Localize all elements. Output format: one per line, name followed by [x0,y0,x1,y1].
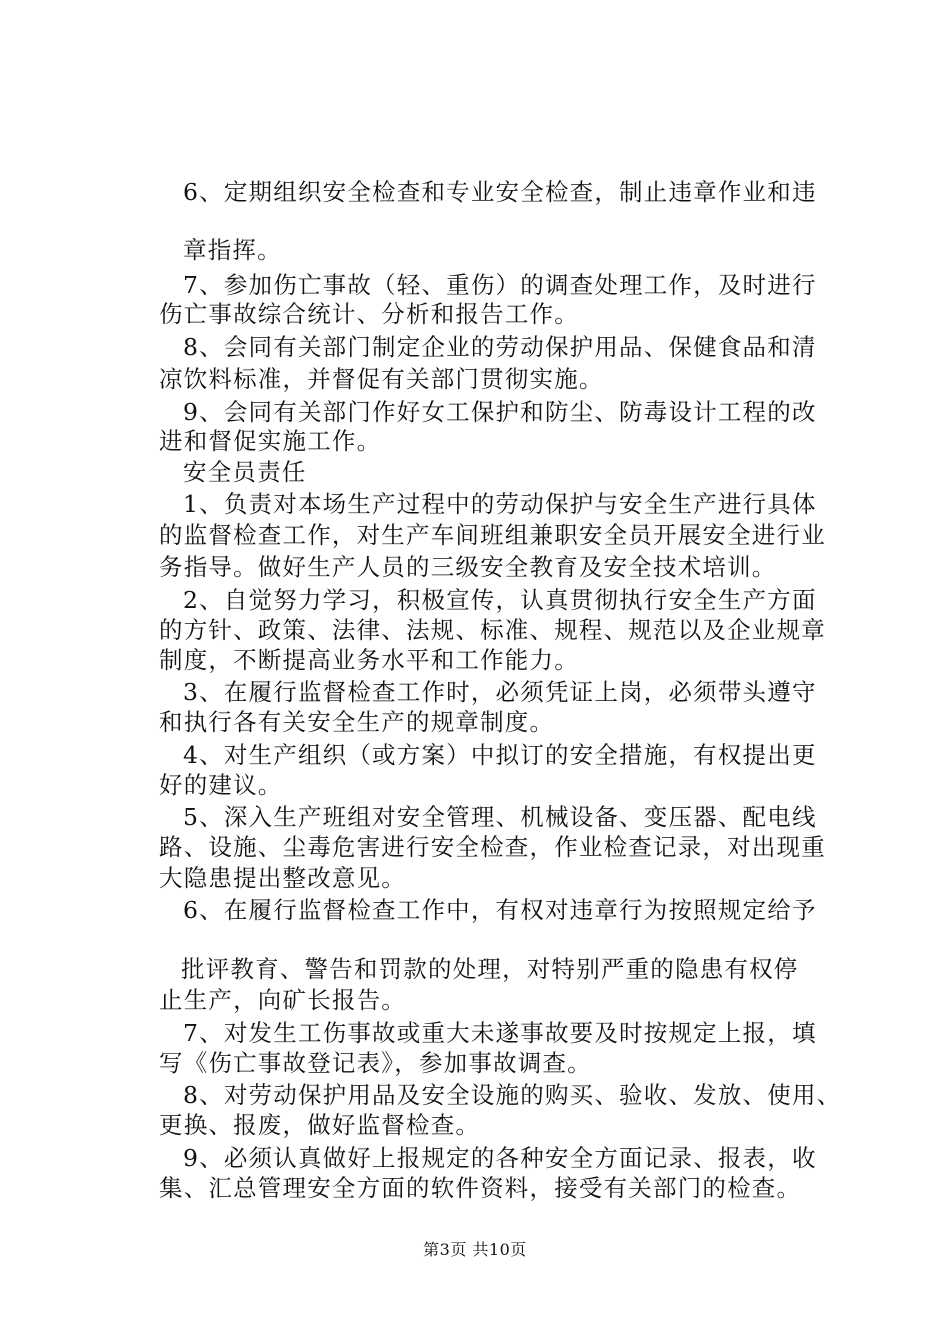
text-line: 7、对发生工伤事故或重大未遂事故要及时按规定上报，填 [183,1019,817,1047]
text-line: 批评教育、警告和罚款的处理，对特别严重的隐患有权停 [181,955,799,983]
section-heading: 安全员责任 [183,458,307,486]
text-line: 大隐患提出整改意见。 [159,864,406,892]
text-line: 4、对生产组织（或方案）中拟订的安全措施，有权提出更 [183,741,817,769]
text-line: 8、会同有关部门制定企业的劳动保护用品、保健食品和清 [183,333,817,361]
text-line: 8、对劳动保护用品及安全设施的购买、验收、发放、使用、 [183,1081,842,1109]
text-line: 9、必须认真做好上报规定的各种安全方面记录、报表，收 [183,1144,817,1172]
text-line: 更换、报废，做好监督检查。 [159,1111,481,1139]
text-line: 5、深入生产班组对安全管理、机械设备、变压器、配电线 [183,803,817,831]
text-line: 路、设施、尘毒危害进行安全检查，作业检查记录，对出现重 [159,833,826,861]
text-line: 进和督促实施工作。 [159,427,382,455]
text-line: 制度，不断提高业务水平和工作能力。 [159,646,579,674]
text-line: 务指导。做好生产人员的三级安全教育及安全技术培训。 [159,553,777,581]
text-line: 6、在履行监督检查工作中，有权对违章行为按照规定给予 [183,896,817,924]
text-line: 9、会同有关部门作好女工保护和防尘、防毒设计工程的改 [183,398,817,426]
text-line: 1、负责对本场生产过程中的劳动保护与安全生产进行具体 [183,490,817,518]
text-line: 写《伤亡事故登记表》，参加事故调查。 [159,1049,592,1077]
page-number: 第3页 共10页 [423,1240,527,1259]
text-line: 2、自觉努力学习，积极宣传，认真贯彻执行安全生产方面 [183,586,817,614]
text-line: 6、定期组织安全检查和专业安全检查，制止违章作业和违 [183,178,817,206]
text-line: 3、在履行监督检查工作时，必须凭证上岗，必须带头遵守 [183,678,817,706]
text-line: 伤亡事故综合统计、分析和报告工作。 [159,300,579,328]
text-line: 章指挥。 [183,236,282,264]
text-line: 7、参加伤亡事故（轻、重伤）的调查处理工作，及时进行 [183,271,817,299]
text-line: 的方针、政策、法律、法规、标准、规程、规范以及企业规章 [159,616,826,644]
text-line: 和执行各有关安全生产的规章制度。 [159,708,555,736]
text-line: 的监督检查工作，对生产车间班组兼职安全员开展安全进行业 [159,521,826,549]
text-line: 集、汇总管理安全方面的软件资料，接受有关部门的检查。 [159,1174,802,1202]
text-line: 好的建议。 [159,771,283,799]
text-line: 止生产，向矿长报告。 [159,986,406,1014]
text-line: 凉饮料标准，并督促有关部门贯彻实施。 [159,365,604,393]
